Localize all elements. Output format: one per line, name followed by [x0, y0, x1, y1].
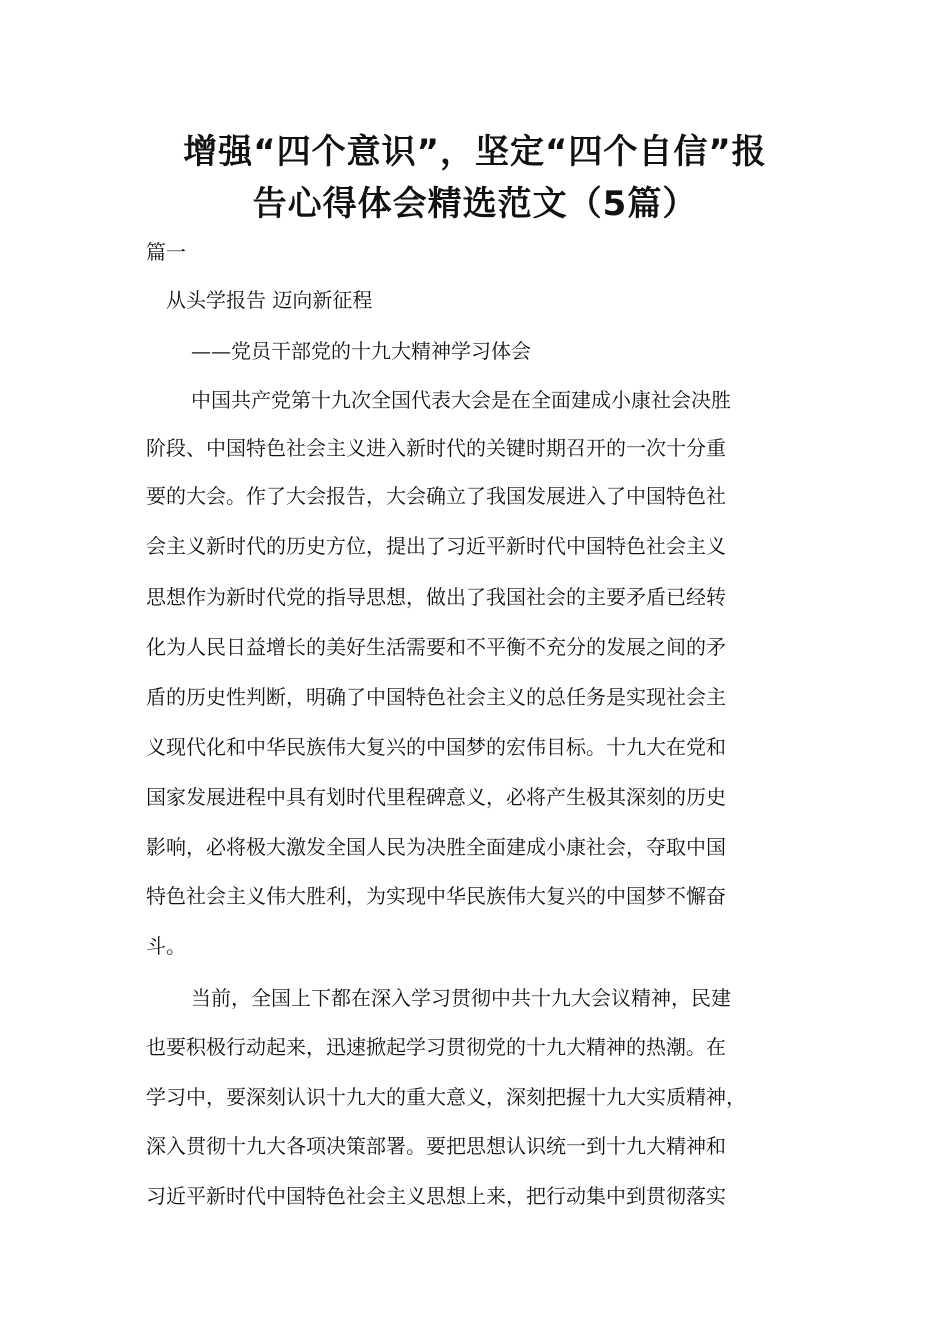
paragraph-1-line: 国家发展进程中具有划时代里程碑意义，必将产生极其深刻的历史	[146, 785, 726, 809]
paragraph-1-line: 盾的历史性判断，明确了中国特色社会主义的总任务是实现社会主	[146, 685, 726, 709]
paragraph-1-line: 特色社会主义伟大胜利，为实现中华民族伟大复兴的中国梦不懈奋	[146, 884, 726, 908]
paragraph-2-line: 深入贯彻十九大各项决策部署。要把思想认识统一到十九大精神和	[146, 1134, 726, 1158]
paragraph-1-line: 斗。	[146, 934, 186, 958]
document-title-line-1: 增强“四个意识”，坚定“四个自信”报	[183, 132, 767, 172]
paragraph-2-line: 当前，全国上下都在深入学习贯彻中共十九大会议精神，民建	[191, 986, 731, 1010]
document-title-line-2: 告心得体会精选范文（5篇）	[252, 184, 698, 224]
paragraph-1-line: 要的大会。作了大会报告，大会确立了我国发展进入了中国特色社	[146, 484, 726, 508]
paragraph-1-line: 思想作为新时代党的指导思想，做出了我国社会的主要矛盾已经转	[146, 585, 726, 609]
paragraph-2-line: 习近平新时代中国特色社会主义思想上来，把行动集中到贯彻落实	[146, 1184, 726, 1208]
paragraph-1-line: 中国共产党第十九次全国代表大会是在全面建成小康社会决胜	[191, 388, 731, 412]
article-subtitle: ——党员干部党的十九大精神学习体会	[191, 339, 531, 363]
paragraph-1-line: 阶段、中国特色社会主义进入新时代的关键时期召开的一次十分重	[146, 436, 726, 460]
paragraph-1-line: 义现代化和中华民族伟大复兴的中国梦的宏伟目标。十九大在党和	[146, 735, 726, 759]
paragraph-1-line: 化为人民日益增长的美好生活需要和不平衡不充分的发展之间的矛	[146, 635, 726, 659]
paragraph-1-line: 影响，必将极大激发全国人民为决胜全面建成小康社会，夺取中国	[146, 835, 726, 859]
section-label: 篇一	[146, 240, 186, 264]
paragraph-2-line: 学习中，要深刻认识十九大的重大意义，深刻把握十九大实质精神，	[146, 1085, 746, 1109]
paragraph-1-line: 会主义新时代的历史方位，提出了习近平新时代中国特色社会主义	[146, 534, 726, 558]
paragraph-2-line: 也要积极行动起来，迅速掀起学习贯彻党的十九大精神的热潮。在	[146, 1035, 726, 1059]
article-title: 从头学报告 迈向新征程	[166, 288, 373, 312]
